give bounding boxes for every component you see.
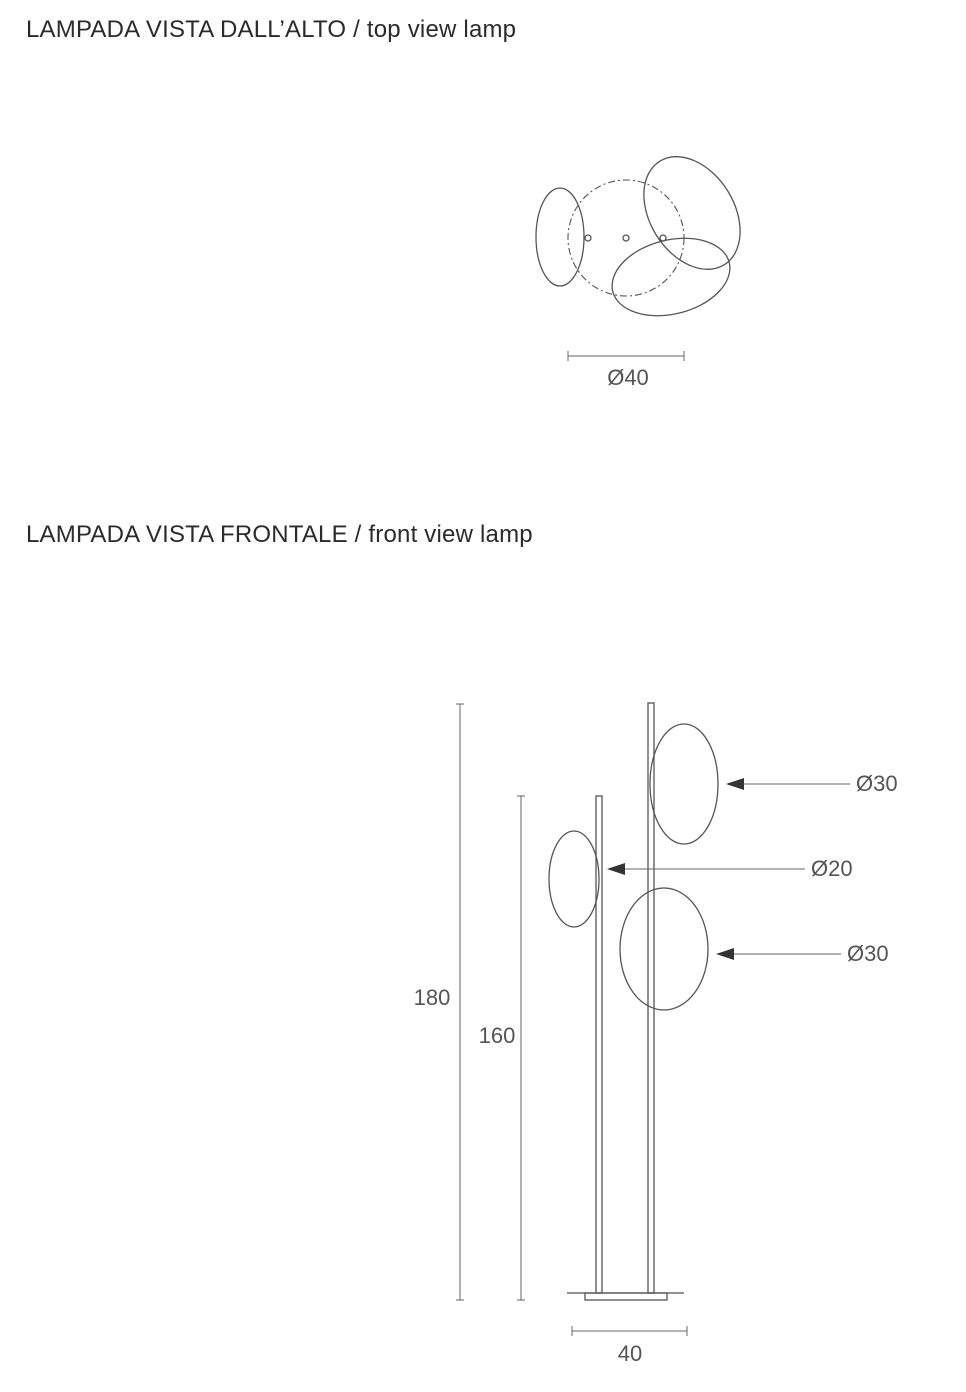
callout-small-arrow — [607, 863, 625, 875]
shade-lower-front — [620, 888, 708, 1010]
pole-tall — [648, 703, 654, 1293]
base-width-label: 40 — [617, 1341, 643, 1366]
diameter-label: Ø40 — [607, 365, 649, 390]
shade-lower-top — [604, 227, 738, 328]
callout-upper-arrow — [726, 778, 744, 790]
top-view-title: LAMPADA VISTA DALL’ALTO / top view lamp — [26, 16, 517, 43]
callout-lower-label: Ø30 — [847, 941, 889, 966]
callout-small-label: Ø20 — [811, 856, 853, 881]
pole-dot-right — [660, 235, 666, 241]
pole-dot-left — [585, 235, 591, 241]
height-160-label: 160 — [478, 1023, 516, 1048]
callout-lower-arrow — [716, 948, 734, 960]
shade-small-front — [549, 831, 599, 927]
pole-dot-center — [623, 235, 629, 241]
base-plate — [585, 1293, 667, 1300]
top-view-drawing — [536, 139, 760, 390]
height-180-label: 180 — [413, 985, 451, 1010]
shade-upper-front — [650, 724, 718, 844]
shade-upper-right-top — [624, 139, 760, 287]
shade-left-top — [536, 188, 584, 286]
front-view-drawing — [414, 703, 898, 1366]
front-view-title: LAMPADA VISTA FRONTALE / front view lamp — [26, 521, 533, 548]
callout-upper-label: Ø30 — [856, 771, 898, 796]
